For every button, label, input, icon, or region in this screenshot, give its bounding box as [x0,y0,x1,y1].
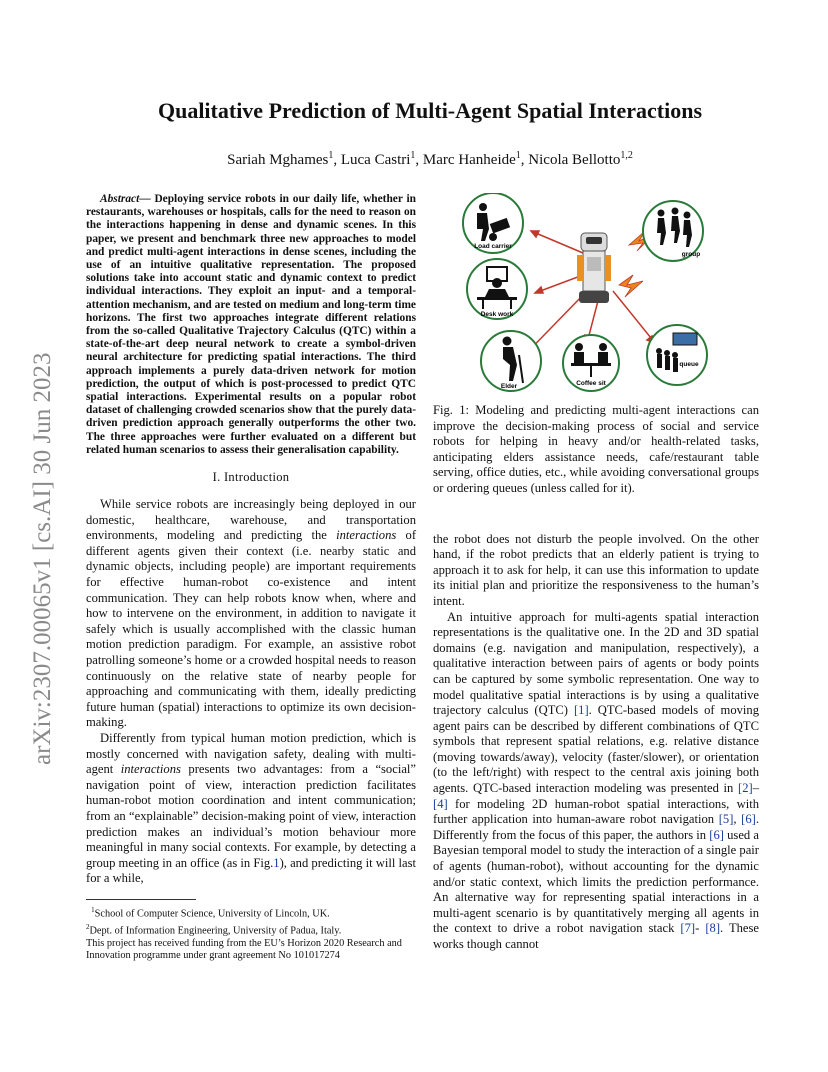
abstract-text: Deploying service robots in our daily life, whether in restaurants, warehouses or hospitals, calls for the need to reason on the interactions happening in dense and dynamic scenes. In this paper, we present and benchmark three new approaches to model and predict multi-agent interactions in dense scenes, including the use of an intuitive qualitative representation. The proposed solutions take into account static and dynamic context to predict individual interactions. They exploit an input- and a temporal-attention mechanism, and are tested on medium and long-term time horizons. The first two approaches integrate different relations from the so-called Qualitative Trajectory Calculus (QTC) within a state-of-the-art deep neural network to create a symbol-driven neural architecture for predicting spatial interactions. The third approach implements a purely data-driven network for motion prediction, the output of which is post-processed to predict QTC spatial interactions. Experimental results on a popular robot dataset of challenging crowded scenarios show that the purely data-driven prediction approach generally outperforms the other two. The three approaches were further evaluated on a different but related human scenarios to assess their generalisation capability. [86,193,416,456]
section-heading: I. Introduction [212,470,290,485]
figure-ref-link[interactable]: 1 [273,855,280,870]
citation-link[interactable]: [5] [718,812,734,827]
arrowhead [531,231,539,237]
elder-scene [481,331,541,391]
lightning-icon [619,275,643,297]
text-run: Differently from typical human motion prediction, which is mostly concerned with navigation safety, dealing with multi-agent [86,730,416,777]
scene-label: Elder [500,383,518,390]
emphasis: interactions [120,762,181,777]
scene-label: Desk work [480,311,514,318]
author: Sariah Mghames [227,152,329,168]
column-gap [433,497,759,532]
author-affiliation: 1 [515,150,521,161]
group-scene [643,201,703,261]
author-list: Sariah Mghames$^1$, Luca Castri$^1$, Marc Hanheide$^1$, Nicola Bellotto$^{1,2}$ [227,150,633,168]
arxiv-id: arXiv:2307.00065v1 [cs.AI] 30 Jun 2023 [29,352,56,765]
load-carrier-scene [463,193,523,253]
arxiv-stamp [6,300,66,770]
robot-icon [577,233,611,303]
citation-link[interactable]: [2] [738,781,753,796]
scene-label: group [681,251,701,258]
text-run: of different agents given their context (i.e. nearby static and dynamic objects, including people) are important requirements for effective human-robot co-existence and intent communication. They can help robots know when, where and how to intervene on the environment, in addition to navigate it safely which is usually accomplished with the classic human motion prediction paradigm. For example, an assistive robot patrolling someone’s home or a crowded hospital needs to reason continuously on the relative state of nearby people for approaching and communicating with them, ideally predicting future human (spatial) interactions to optimize its own decision-making. [86,528,417,730]
text-run: , [733,812,742,827]
scene-label: Coffee sit [576,380,606,387]
abstract [86,193,416,457]
left-column [86,193,416,962]
author: Luca Castri [340,152,411,168]
author: Marc Hanheide [422,152,516,168]
arrow [531,231,583,253]
citation-link[interactable]: [7] [680,921,696,936]
arxiv-stamp-svg [6,300,66,770]
footnote-text: Dept. of Information Engineering, University of Padua, Italy. [89,925,342,937]
citation-link[interactable]: [6] [741,812,756,827]
intro-paragraph-3: the robot does not disturb the people involved. On the other hand, if the robot predicts that an elderly patient is trying to approach it to ask for help, it can use this information to update its initial plan and prioritize the responsiveness to the human’s intent. [433,531,759,608]
intro-paragraph-1 [86,497,416,731]
footnote-mark: 1 [91,905,95,914]
text-run: . Differently from the focus of this paper, the authors in [433,812,759,842]
text-run: While service robots are increasingly being deployed in our domestic, healthcare, warehouse, and transportation environments, modeling and predicting the [86,497,416,543]
citation-link[interactable]: [4] [433,796,448,811]
author-affiliation: 1,2 [620,150,633,161]
intro-paragraph-4 [433,610,759,953]
scene-label: queue [679,361,699,368]
coffee-sit-scene [563,335,619,391]
funding-note: This project has received funding from the EU’s Horizon 2020 Research and Innovation programme under grant agreement No 101017274 [86,937,402,961]
figure-1 [433,193,759,393]
text-run: An intuitive approach for multi-agents spatial interaction representations is the qualitative one. In the 2D and 3D spatial domains (e.g. navigation and manipulation, respectively), a qualitative interaction between pairs of agents or body points can be captured by some symbolic representation. One way to model qualitative spatial interactions is by using a qualitative trajectory calculus (QTC) [433,609,759,718]
author-affiliation: 1 [328,150,334,161]
text-run: used a Bayesian temporal model to study the interaction of a single pair of agents (human-robot), without accounting for the dynamic and/or static context, which limits the prediction performance. An alternative way for representing spatial interactions in a multi-agent scenario is by quantitatively merging all agents in the context to drive a robot navigation stack [433,827,759,936]
paper-title: Qualitative Prediction of Multi-Agent Spatial Interactions [157,98,703,123]
footnote-text: School of Computer Science, University of Lincoln, UK. [94,908,330,920]
footnote-rule [86,899,196,900]
text-run: presents two advantages: from a “social” navigation point of view, interaction prediction facilitates human-robot motion coordination and intent communication; from an “explainable” decision-making point of view, interaction prediction makes an individual’s motion behaviour more meaningful in many social contexts. For example, by detecting a group meeting in an office (as in Fig. [86,762,416,870]
text-run: . These works though cannot [433,921,760,951]
queue-scene [647,325,707,385]
text-run: - [695,921,706,936]
abstract-label: Abstract [100,193,140,205]
citation-link[interactable]: [6] [709,827,724,842]
arrow [613,291,655,343]
author: Nicola Bellotto [528,152,621,168]
footnote-2 [86,921,416,938]
arrowhead [535,287,543,293]
text-run: . QTC-based models of moving agent pairs can be described by different combinations of QTC symbols that represent spatial relations, e.g. relative distance (moving towards/away), velocity (faster/slower), or orientation (to the left/right) with respect to the central axis joining both agents. QTC-based interaction modeling was presented in [433,703,760,796]
scene-label: Load carrier [474,243,512,250]
right-column [433,193,759,953]
footnote-1 [86,904,416,921]
text-run: for modeling 2D human-robot spatial interactions, with further application into human-aware robot navigation [433,796,759,827]
figure-illustration [433,193,759,393]
text-run: – [752,781,759,796]
figure-caption: Fig. 1: Modeling and predicting multi-agent interactions can improve the decision-making process of social and service robots for helping in heavy and/or health-related tasks, anticipating elders assistance needs, cafe/restaurant table serving, office duties, etc., while avoiding conversational groups or ordering queues (unless called for it). [433,403,759,495]
emphasis: interactions [336,528,397,543]
abstract-dash: — [139,193,155,205]
author-affiliation: 1 [410,150,416,161]
footnote-mark: 2 [86,922,90,931]
citation-link[interactable]: [1] [573,703,589,718]
footnotes [86,904,416,962]
text-run: ), and predicting it will last for a while, [86,855,417,886]
citation-link[interactable]: [8] [705,921,721,936]
intro-paragraph-2 [86,731,416,887]
desk-work-scene [467,259,527,319]
